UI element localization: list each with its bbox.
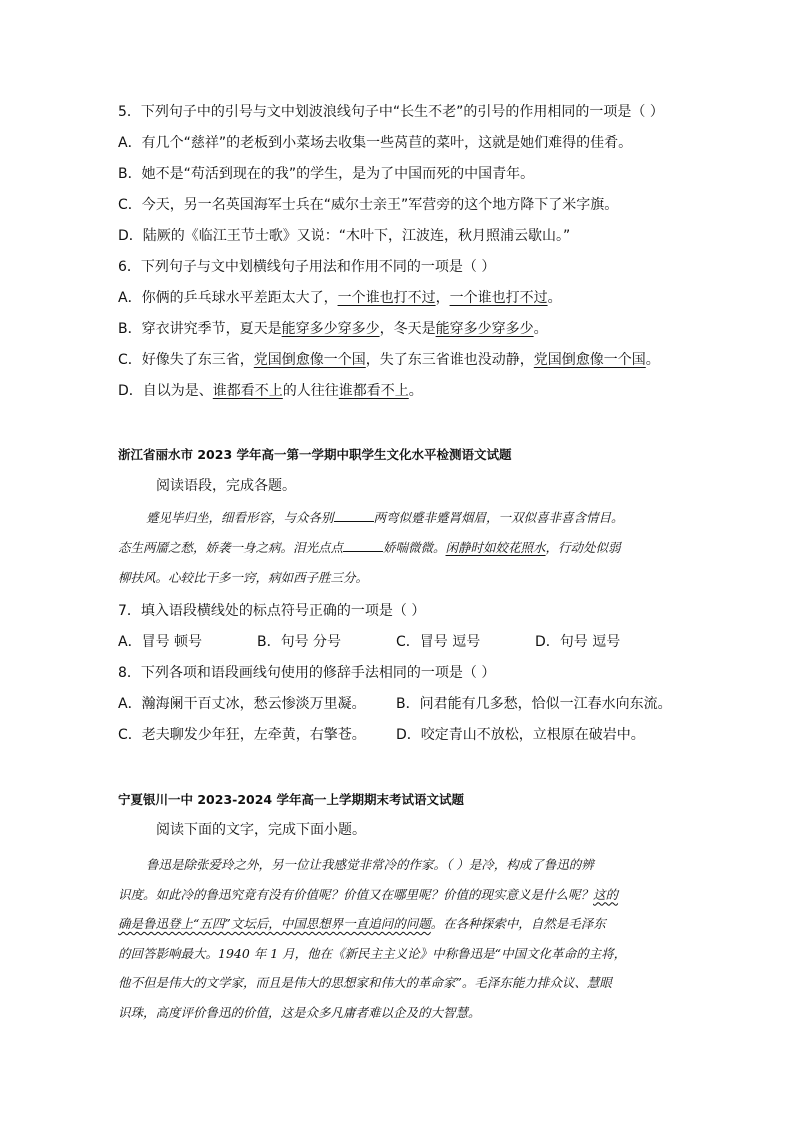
underlined-text: 能穿多少穿多少	[281, 321, 380, 337]
passage-2-line-4: 的回答影响最大。1940 年 1 月，他在《新民主主义论》中称鲁迅是“中国文化革命的主将，	[118, 945, 627, 961]
question-5-stem: 5．下列句子中的引号与文中划波浪线句子中“长生不老”的引号的作用相同的一项是（ ）	[118, 104, 664, 120]
option-text: 。	[645, 352, 660, 368]
wavy-underlined-text: 这的	[593, 886, 619, 902]
underlined-text: 一个谁也打不过	[337, 290, 436, 306]
passage-text: 蹙见毕归坐，细看形容，与众各别	[146, 510, 334, 525]
wavy-underlined-text: 确是鲁迅登上“五四”文坛后，中国思想界一直追问的问题	[118, 916, 431, 931]
question-7-options	[118, 632, 674, 652]
question-6-stem: 6．下列句子与文中划横线句子用法和作用不同的一项是（ ）	[118, 259, 496, 275]
question-5-option-c: C．今天，另一名英国海军士兵在“威尔士亲王”军营旁的这个地方降下了米字旗。	[118, 197, 619, 213]
passage-2-line-1: 鲁迅是除张爱玲之外，另一位让我感觉非常冷的作家。（ ）是冷，构成了鲁迅的辨	[146, 857, 594, 872]
question-7-stem: 7．填入语段横线处的标点符号正确的一项是（ ）	[118, 603, 426, 619]
underlined-text: 谁都看不上	[338, 383, 409, 399]
question-6-option-d	[118, 381, 423, 401]
question-5-option-d: D．陆厥的《临江王节士歌》又说：“木叶下，江波连，秋月照浦云歇山。”	[118, 228, 571, 244]
question-7-option-c: C．冒号 逗号	[396, 634, 481, 650]
question-8-option-b: B．问君能有几多愁，恰似一江春水向东流。	[396, 696, 672, 712]
underlined-text: 一个谁也打不过	[449, 290, 548, 306]
underlined-text: 党国倒愈像一个国	[253, 352, 366, 368]
option-text: C．好像失了东三省，	[118, 352, 254, 368]
option-text: 的人往往	[282, 383, 339, 399]
option-text: 。	[408, 383, 423, 399]
option-text: ，冬天是	[379, 321, 436, 337]
option-text: D．自以为是、	[118, 383, 213, 399]
fill-blank	[334, 509, 374, 522]
question-8-options-row-2	[118, 725, 645, 745]
underlined-text: 党国倒愈像一个国	[533, 352, 646, 368]
question-5-option-b: B．她不是“苟活到现在的我”的学生，是为了中国而死的中国青年。	[118, 166, 535, 182]
passage-2-line-6: 识珠，高度评价鲁迅的价值，这是众多凡庸者难以企及的大智慧。	[118, 1004, 481, 1020]
passage-text: 态生两靥之愁，娇袭一身之病。泪光点点	[118, 540, 344, 555]
question-8-stem: 8．下列各项和语段画线句使用的修辞手法相同的一项是（ ）	[118, 665, 496, 681]
option-text: 。	[533, 321, 548, 337]
passage-2-line-3	[118, 909, 678, 939]
option-text: A．你俩的乒乓球水平差距太大了，	[118, 290, 338, 306]
passage-1	[118, 508, 678, 588]
option-text: ，	[435, 290, 450, 306]
passage-2-line-5: 他不但是伟大的文学家，而且是伟大的思想家和伟大的革命家”。毛泽东能力排众议、慧眼	[118, 975, 612, 990]
option-text: 。	[547, 290, 562, 306]
passage-text: 识度。如此冷的鲁迅究竟有没有价值呢？价值又在哪里呢？价值的现实意义是什么呢？	[118, 886, 594, 902]
passage-1-line-1	[118, 508, 678, 528]
passage-text: 。在各种探索中，自然是毛泽东	[430, 916, 606, 931]
passage-text: ，行动处似弱	[545, 540, 621, 555]
underlined-sentence: 闲静时如姣花照水	[445, 540, 546, 555]
passage-text: 娇喘微微。	[383, 540, 446, 555]
reading-instruction: 阅读下面的文字，完成下面小题。	[156, 822, 366, 838]
question-7-option-d: D．句号 逗号	[535, 634, 621, 650]
question-6-option-b	[118, 319, 548, 339]
passage-1-line-2	[118, 538, 678, 558]
question-6-option-a	[118, 288, 562, 308]
question-8-option-d: D．咬定青山不放松，立根原在破岩中。	[396, 727, 645, 743]
option-text: B．穿衣讲究季节，夏天是	[118, 321, 282, 337]
fill-blank	[343, 539, 383, 552]
question-8-options-row-1	[118, 694, 672, 714]
question-5-option-a: A．有几个“慈祥”的老板到小菜场去收集一些莴苣的菜叶，这就是她们难得的佳肴。	[118, 135, 633, 151]
option-text: ，失了东三省谁也没动静，	[365, 352, 534, 368]
passage-2	[118, 850, 678, 1027]
passage-1-line-3: 柳扶风。心较比干多一窍，病如西子胜三分。	[118, 570, 369, 585]
source-title-lishui: 浙江省丽水市 2023 学年高一第一学期中职学生文化水平检测语文试题	[118, 447, 512, 462]
reading-instruction: 阅读语段，完成各题。	[156, 478, 296, 494]
passage-2-line-2	[118, 880, 678, 910]
underlined-text: 能穿多少穿多少	[435, 321, 534, 337]
underlined-text: 谁都看不上	[212, 383, 283, 399]
question-7-option-a: A．冒号 顿号	[118, 634, 203, 650]
passage-text: 两弯似蹙非蹙罥烟眉，一双似喜非喜含情目。	[373, 510, 624, 525]
question-6-option-c	[118, 350, 660, 370]
question-8-option-a: A．瀚海阑干百丈冰，愁云惨淡万里凝。	[118, 696, 366, 712]
question-8-option-c: C．老夫聊发少年狂，左牵黄，右擎苍。	[118, 727, 366, 743]
source-title-yinchuan: 宁夏银川一中 2023-2024 学年高一上学期期末考试语文试题	[118, 792, 464, 807]
question-7-option-b: B．句号 分号	[257, 634, 342, 650]
